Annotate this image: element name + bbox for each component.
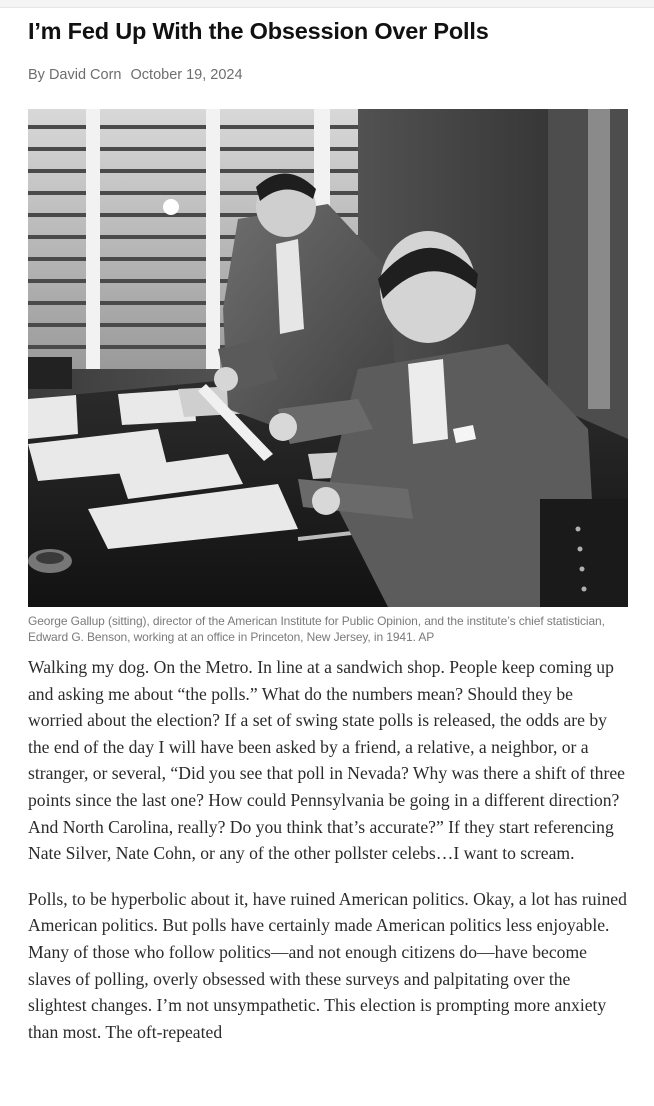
article-headline: I’m Fed Up With the Obsession Over Polls [28, 18, 489, 44]
bottom-fade [0, 1066, 654, 1106]
author-name[interactable]: By David Corn [28, 67, 122, 83]
publish-date: October 19, 2024 [130, 67, 243, 83]
photo-caption: George Gallup (sitting), director of the American Institute for Public Opinion, and the institute’s chief statistician, Edward G. Benson, working at an office in Princeton, New Jersey, in 1941. AP [28, 614, 605, 644]
article-body [28, 654, 628, 1045]
paragraph: Walking my dog. On the Metro. In line at a sandwich shop. People keep coming up and asking me about “the polls.” What do the numbers mean? Should they be worried about the election? If a set of swing state polls is released, the odds are by the end of the day I will have been asked by a friend, a relative, a neighbor, or a stranger, or several, “Did you see that poll in Nevada? Why was there a shift of three points since the last one? How could Pennsylvania be going in a different direction? And North Carolina, really? Do you think that’s accurate?” If they start referencing Nate Silver, Nate Cohn, or any of the other pollster celebs…I want to scream. [28, 657, 625, 864]
byline [28, 65, 628, 85]
top-divider [0, 0, 654, 8]
photo-illustration [28, 109, 628, 607]
article [28, 14, 628, 1064]
article-photo [28, 109, 628, 607]
paragraph: Polls, to be hyperbolic about it, have ruined American politics. Okay, a lot has ruined American politics. But polls have certainly made American politics less enjoyable. Many of those who follow politics—and not enough citizens do—have become slaves of polling, overly obsessed with these surveys and palpitating over the slightest changes. I’m not unsympathetic. This election is prompting more anxiety than most. The oft-repeated [28, 888, 627, 1042]
